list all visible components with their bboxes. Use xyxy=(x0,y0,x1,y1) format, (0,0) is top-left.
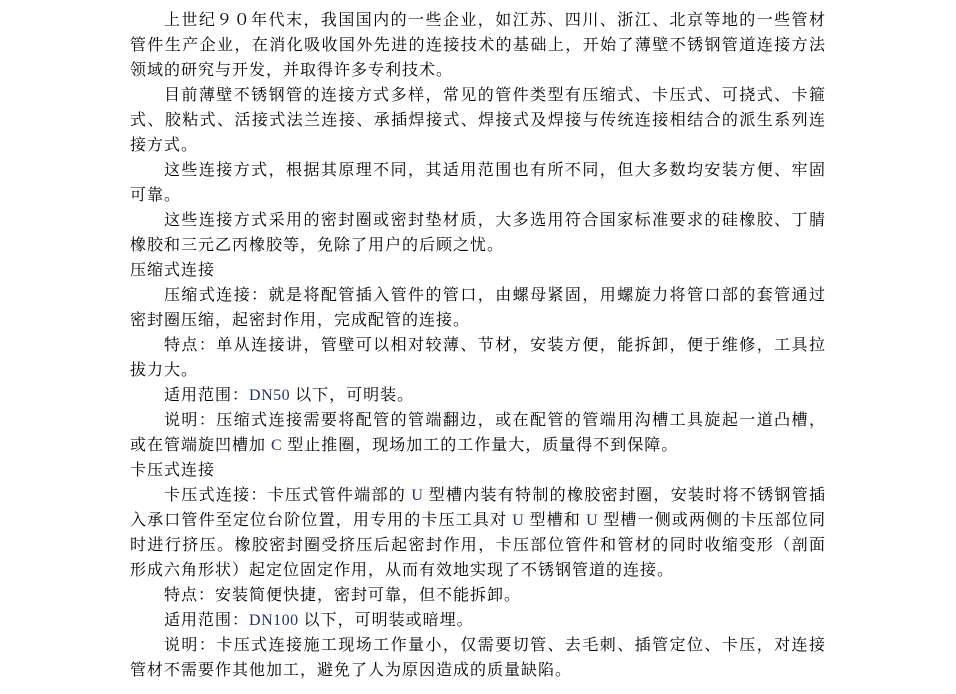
intro-paragraph: 上世纪９０年代末，我国国内的一些企业，如江苏、四川、浙江、北京等地的一些管材管件生产企业，在消化吸收国外先进的连接技术的基础上，开始了薄壁不锈钢管道连接方法领域的研究与开发，并取得许多专利技术。 xyxy=(130,12,826,79)
compression-section-heading: 压缩式连接 xyxy=(130,262,216,279)
clamp-section-heading: 卡压式连接 xyxy=(130,462,216,479)
compression-note-paragraph: 说明：压缩式连接需要将配管的管端翻边，或在配管的管端用沟槽工具旋起一道凸槽，或在管端旋凹槽加 C 型止推圈，现场加工的工作量大，质量得不到保障。 xyxy=(130,412,826,454)
clamp-features-paragraph: 特点：安装简便快捷，密封可靠，但不能拆卸。 xyxy=(164,587,522,604)
compression-definition-paragraph: 压缩式连接：就是将配管插入管件的管口，由螺母紧固，用螺旋力将管口部的套管通过密封圈压缩，起密封作用，完成配管的连接。 xyxy=(130,287,826,329)
latin-text: U xyxy=(586,512,599,529)
latin-text: C xyxy=(271,437,283,454)
latin-text: DN100 xyxy=(249,612,299,629)
compression-range-paragraph: 适用范围：DN50 以下，可明装。 xyxy=(164,387,415,404)
seal-material-paragraph: 这些连接方式采用的密封圈或密封垫材质，大多选用符合国家标准要求的硅橡胶、丁腈橡胶和三元乙丙橡胶等，免除了用户的后顾之忧。 xyxy=(130,212,826,254)
clamp-definition-paragraph: 卡压式连接：卡压式管件端部的 U 型槽内装有特制的橡胶密封圈，安装时将不锈钢管插入承口管件至定位台阶位置，用专用的卡压工具对 U 型槽和 U 型槽一侧或两侧的卡压部位同时进行挤压。橡胶密封圈受挤压后起密封作用，卡压部位管件和管材的同时收缩变形（剖面形成六角形状）起定位固定作用，从而有效地实现了不锈钢管道的连接。 xyxy=(130,487,826,579)
connection-types-paragraph: 目前薄壁不锈钢管的连接方式多样，常见的管件类型有压缩式、卡压式、可挠式、卡箍式、胶粘式、活接式法兰连接、承插焊接式、焊接式及焊接与传统连接相结合的派生系列连接方式。 xyxy=(130,87,826,154)
document-page xyxy=(130,0,826,683)
compression-features-paragraph: 特点：单从连接讲，管壁可以相对较薄、节材，安装方便，能拆卸，便于维修，工具拉拔力大。 xyxy=(130,337,826,379)
applicability-paragraph: 这些连接方式，根据其原理不同，其适用范围也有所不同，但大多数均安装方便、牢固可靠。 xyxy=(130,162,826,204)
clamp-note-paragraph: 说明：卡压式连接施工现场工作量小，仅需要切管、去毛刺、插管定位、卡压，对连接管材不需要作其他加工，避免了人为原因造成的质量缺陷。 xyxy=(130,637,826,679)
latin-text: U xyxy=(512,512,525,529)
clamp-range-paragraph: 适用范围：DN100 以下，可明装或暗埋。 xyxy=(164,612,474,629)
latin-text: U xyxy=(411,487,424,504)
latin-text: DN50 xyxy=(249,387,291,404)
